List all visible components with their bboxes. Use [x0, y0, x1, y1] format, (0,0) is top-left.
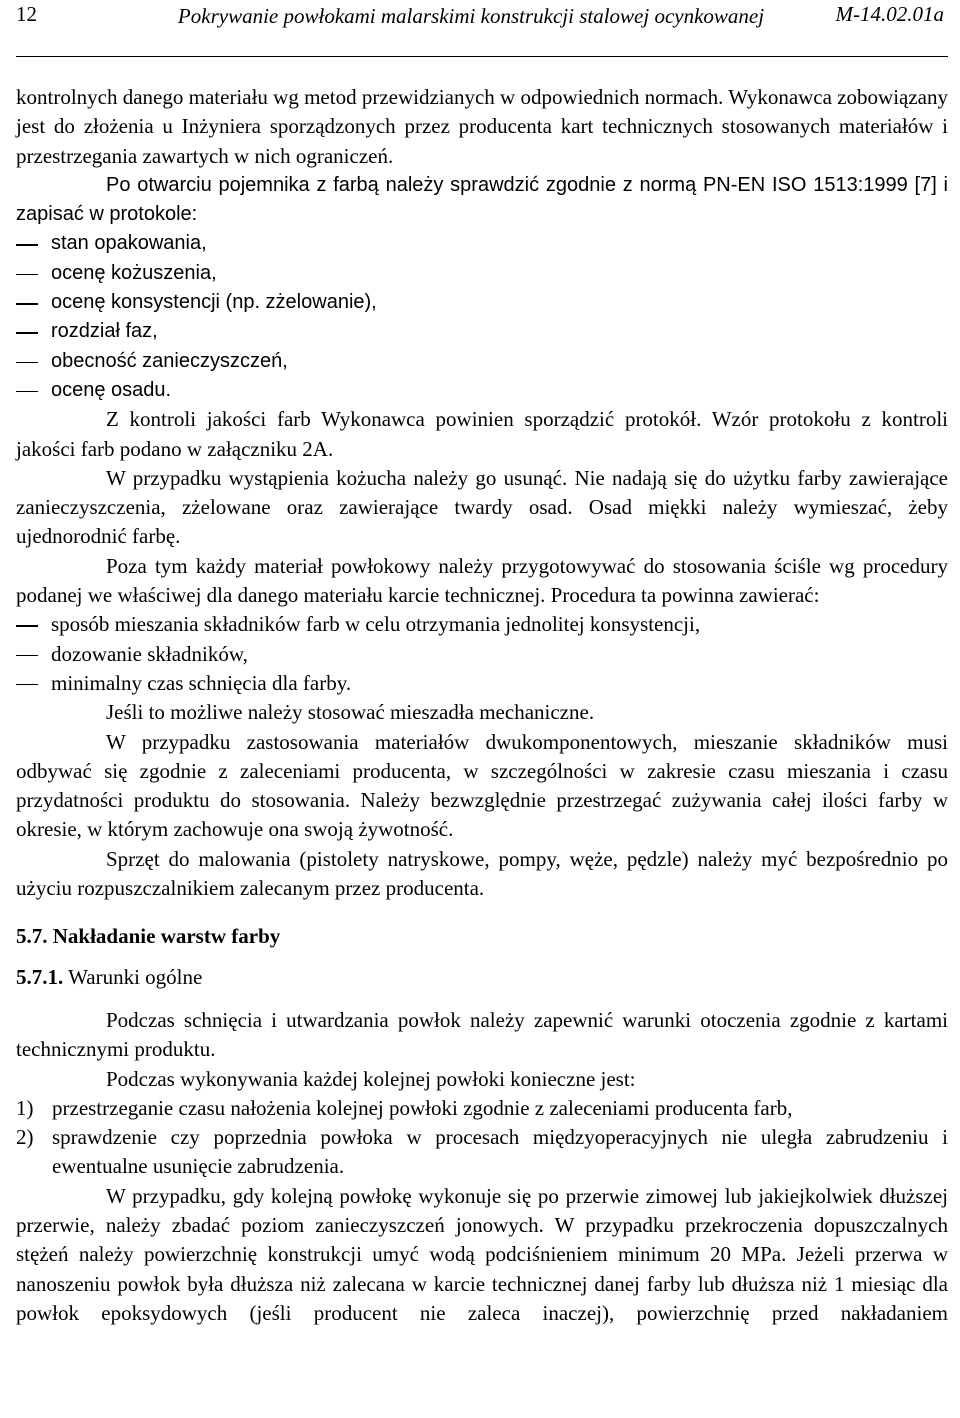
subsection-title: Warunki ogólne [68, 964, 203, 989]
paragraph: Jeśli to możliwe należy stosować mieszadła mechaniczne. [106, 700, 595, 725]
subsection-heading [16, 963, 948, 992]
list-item: minimalny czas schnięcia dla farby. [16, 669, 948, 698]
subsection-number: 5.7.1. [16, 964, 64, 989]
header-title: Pokrywanie powłokami malarskimi konstrukcji stalowej ocynkowanej [177, 4, 765, 28]
paragraph: W przypadku, gdy kolejną powłokę wykonuje się po przerwie zimowej lub jakiejkolwiek dłuższej przerwie, należy zbadać poziom zanieczyszczeń jonowych. W przypadku przekroczenia dopuszczalnych stężeń należy powierzchnię konstrukcji umyć wodą podciśnieniem minimum 20 MPa. Jeżeli przerwa w nanoszeniu powłok była dłuższa niż zalecana w karcie technicznej danej farby lub dłuższa niż 1 miesiąc dla powłok epoksydowych (jeśli producent nie zaleca inaczej), powierzchnię przed nakładaniem [16, 1183, 948, 1325]
list-item: sposób mieszania składników farb w celu otrzymania jednolitej konsystencji, [16, 610, 948, 639]
paragraph: Po otwarciu pojemnika z farbą należy sprawdzić zgodnie z normą PN-EN ISO 1513:1999 [7] i zapisać w protokole: [16, 173, 948, 226]
list-item-text: przestrzeganie czasu nałożenia kolejnej powłoki zgodnie z zaleceniami producenta farb, [52, 1095, 793, 1120]
section-heading: 5.7. Nakładanie warstw farby [16, 924, 281, 949]
paragraph: Sprzęt do malowania (pistolety natryskowe, pompy, węże, pędzle) należy myć bezpośrednio po użyciu rozpuszczalnikiem zalecanym przez producenta. [16, 846, 948, 901]
inspection-list [16, 229, 948, 405]
list-item-number: 1) [16, 1095, 34, 1120]
list-item-number: 2) [16, 1125, 34, 1150]
numbered-list [16, 1094, 948, 1182]
list-item: rozdział faz, [16, 317, 948, 346]
list-item [16, 1123, 948, 1182]
paragraph: Podczas schnięcia i utwardzania powłok należy zapewnić warunki otoczenia zgodnie z kartami technicznymi produktu. [16, 1007, 948, 1062]
paragraph: Podczas wykonywania każdej kolejnej powłoki konieczne jest: [106, 1066, 636, 1091]
list-item: ocenę kożuszenia, [16, 259, 948, 288]
page-header [16, 0, 948, 57]
page-body [16, 83, 948, 1328]
list-item: obecność zanieczyszczeń, [16, 347, 948, 376]
paragraph: Poza tym każdy materiał powłokowy należy przygotowywać do stosowania ściśle wg procedury podanej we właściwej dla danego materiału karcie technicznej. Procedura ta powinna zawierać: [16, 553, 948, 608]
list-item: dozowanie składników, [16, 640, 948, 669]
page-number: 12 [16, 2, 37, 26]
paragraph: W przypadku zastosowania materiałów dwukomponentowych, mieszanie składników musi odbywać się zgodnie z zaleceniami producenta, w szczególności w zakresie czasu mieszania i czasu przydatności produktu do stosowania. Należy bezwzględnie przestrzegać zużywania całej ilości farby w okresie, w którym zachowuje ona swoją żywotność. [16, 729, 948, 842]
list-item-text: sprawdzenie czy poprzednia powłoka w procesach międzyoperacyjnych nie uległa zabrudzeniu i ewentualne usunięcie zabrudzenia. [52, 1125, 948, 1179]
spec-code: M-14.02.01a [835, 2, 944, 26]
paragraph: Z kontroli jakości farb Wykonawca powinien sporządzić protokół. Wzór protokołu z kontroli jakości farb podano w załączniku 2A. [16, 407, 948, 461]
procedure-list [16, 610, 948, 698]
paragraph: W przypadku wystąpienia kożucha należy go usunąć. Nie nadają się do użytku farby zawierające zanieczyszczenia, zżelowane oraz zawierające twardy osad. Osad miękki należy wymieszać, żeby ujednorodnić farbę. [16, 465, 948, 549]
list-item: stan opakowania, [16, 229, 948, 258]
list-item [16, 1094, 948, 1123]
paragraph: kontrolnych danego materiału wg metod przewidzianych w odpowiednich normach. Wykonawca zobowiązany jest do złożenia u Inżyniera sporządzonych przez producenta kart technicznych stosowanych materiałów i przestrzegania zawartych w nich ograniczeń. [16, 85, 948, 168]
list-item: ocenę konsystencji (np. zżelowanie), [16, 288, 948, 317]
list-item: ocenę osadu. [16, 376, 948, 405]
